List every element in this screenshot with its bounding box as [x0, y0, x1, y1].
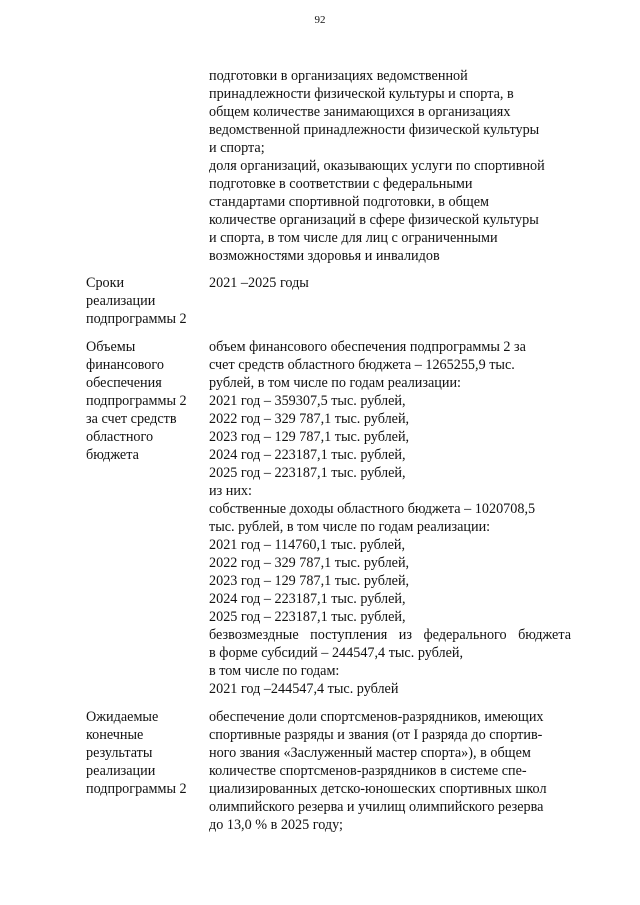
- text-line: общем количестве занимающихся в организациях: [209, 104, 511, 120]
- row-value: в форме субсидий – 244547,4 тыс. рублей,: [209, 645, 464, 661]
- row-value: 2024 год – 223187,1 тыс. рублей,: [209, 591, 406, 607]
- text-line: ведомственной принадлежности физической культуры: [209, 122, 540, 138]
- row-value: в том числе по годам:: [209, 663, 340, 679]
- row-label: подпрограммы 2: [86, 393, 187, 409]
- row-label: подпрограммы 2: [86, 781, 187, 797]
- row-value: 2025 год – 223187,1 тыс. рублей,: [209, 609, 406, 625]
- row-value: 2021 –2025 годы: [209, 275, 309, 291]
- row-label: бюджета: [86, 447, 139, 463]
- row-value: из них:: [209, 483, 252, 499]
- row-label: подпрограммы 2: [86, 311, 187, 327]
- row-label: конечные: [86, 727, 144, 743]
- row-value: ного звания «Заслуженный мастер спорта»), в общем: [209, 745, 531, 761]
- row-value: циализированных детско-юношеских спортивных школ: [209, 781, 547, 797]
- row-value: олимпийского резерва и училищ олимпийского резерва: [209, 799, 544, 815]
- row-value: рублей, в том числе по годам реализации:: [209, 375, 461, 391]
- text-line: и спорта;: [209, 140, 265, 156]
- row-value: 2025 год – 223187,1 тыс. рублей,: [209, 465, 406, 481]
- row-value: до 13,0 % в 2025 году;: [209, 817, 343, 833]
- row-label: Ожидаемые: [86, 709, 159, 725]
- row-value: обеспечение доли спортсменов-разрядников, имеющих: [209, 709, 544, 725]
- row-value: тыс. рублей, в том числе по годам реализации:: [209, 519, 491, 535]
- page-number: 92: [314, 14, 326, 26]
- row-label: областного: [86, 429, 154, 445]
- row-label: обеспечения: [86, 375, 162, 391]
- row-value: количестве спортсменов-разрядников в системе спе-: [209, 763, 527, 779]
- row-value: 2021 год – 359307,5 тыс. рублей,: [209, 393, 406, 409]
- text-line: принадлежности физической культуры и спорта, в: [209, 86, 514, 102]
- row-value: 2023 год – 129 787,1 тыс. рублей,: [209, 429, 410, 445]
- row-value: счет средств областного бюджета – 1265255,9 тыс.: [209, 357, 515, 373]
- row-label: за счет средств: [86, 411, 177, 427]
- text-line: подготовки в организациях ведомственной: [209, 68, 468, 84]
- text-line: количестве организаций в сфере физической культуры: [209, 212, 539, 228]
- row-value: 2022 год – 329 787,1 тыс. рублей,: [209, 411, 410, 427]
- text-line: подготовке в соответствии с федеральными: [209, 176, 473, 192]
- row-value: спортивные разряды и звания (от I разряда до спортив-: [209, 727, 543, 743]
- row-label: реализации: [86, 293, 156, 309]
- row-label: финансового: [86, 357, 164, 373]
- row-value: 2023 год – 129 787,1 тыс. рублей,: [209, 573, 410, 589]
- row-value: собственные доходы областного бюджета – 1020708,5: [209, 501, 536, 517]
- row-value: 2022 год – 329 787,1 тыс. рублей,: [209, 555, 410, 571]
- text-line: доля организаций, оказывающих услуги по спортивной: [209, 158, 545, 174]
- row-label: Объемы: [86, 339, 136, 355]
- row-value: 2021 год – 114760,1 тыс. рублей,: [209, 537, 406, 553]
- row-label: результаты: [86, 745, 153, 761]
- row-value: 2024 год – 223187,1 тыс. рублей,: [209, 447, 406, 463]
- text-line: возможностями здоровья и инвалидов: [209, 248, 440, 264]
- row-value: 2021 год –244547,4 тыс. рублей: [209, 681, 399, 697]
- row-label: реализации: [86, 763, 156, 779]
- text-line: и спорта, в том числе для лиц с ограниченными: [209, 230, 498, 246]
- row-value: безвозмездные поступления из федерального бюджета: [209, 627, 571, 643]
- row-value: объем финансового обеспечения подпрограммы 2 за: [209, 339, 526, 355]
- text-line: стандартами спортивной подготовки, в общем: [209, 194, 489, 210]
- row-label: Сроки: [86, 275, 125, 291]
